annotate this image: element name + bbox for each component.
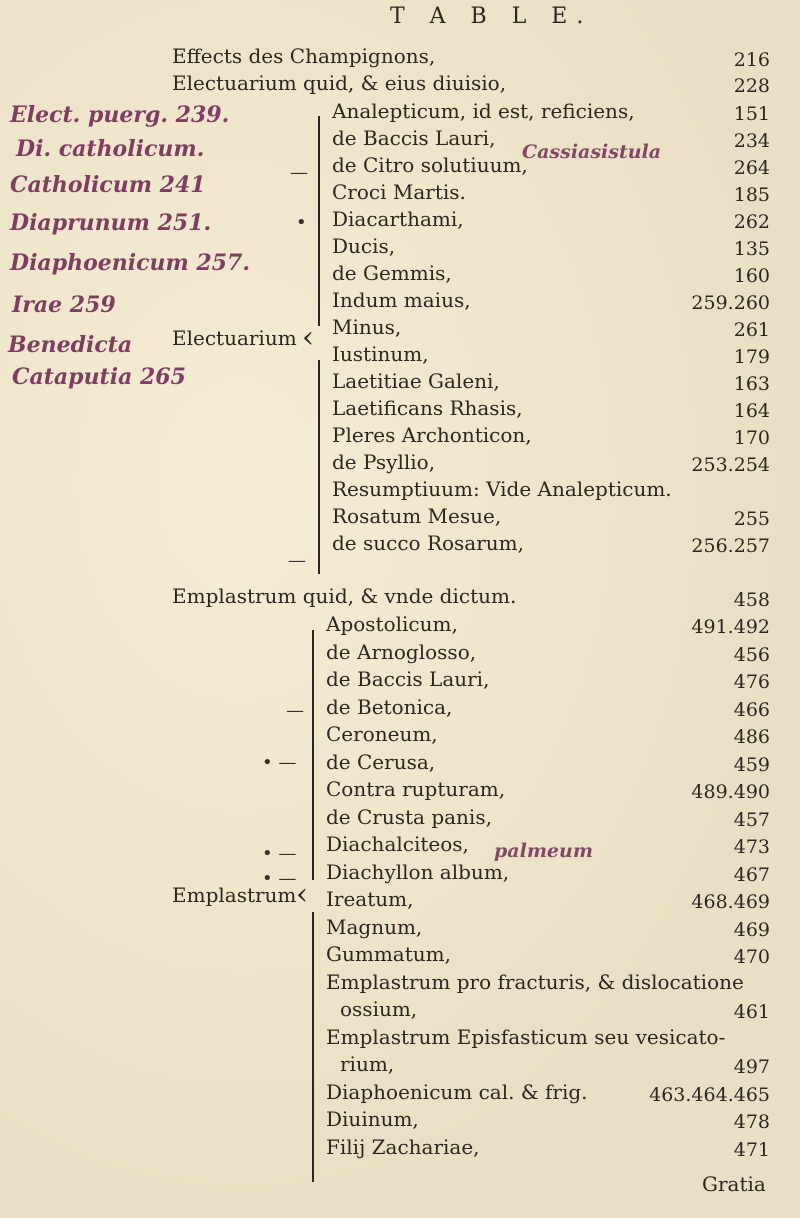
- entry-emplastrum-quid: Emplastrum quid, & vnde dictum.: [172, 584, 517, 608]
- page-number: 486: [733, 726, 770, 748]
- brace-point: ‹: [296, 877, 308, 912]
- page-number: 170: [733, 427, 770, 449]
- index-entry: de Citro solutiuum,: [332, 153, 528, 177]
- index-entry: de succo Rosarum,: [332, 531, 524, 555]
- index-entry: Resumptiuum: Vide Analepticum.: [332, 477, 672, 501]
- margin-mark: —: [290, 162, 308, 183]
- page-number: 264: [733, 157, 770, 179]
- brace-point: ‹: [302, 320, 314, 355]
- page-number: 470: [733, 946, 770, 968]
- index-entry: Diachalciteos,: [326, 832, 469, 856]
- page-number: 473: [733, 836, 770, 858]
- index-entry: Diuinum,: [326, 1107, 419, 1131]
- page-number: 164: [733, 400, 770, 422]
- page-number: 459: [733, 753, 770, 776]
- page-number: 456: [733, 643, 770, 666]
- brace-line: [312, 630, 314, 880]
- entry-effects-champignons: Effects des Champignons,: [172, 44, 436, 68]
- handwritten-note: Catholicum 241: [10, 172, 206, 198]
- margin-mark: • —: [262, 752, 297, 773]
- index-entry: de Psyllio,: [332, 450, 436, 474]
- handwritten-note: Elect. puerg. 239.: [10, 102, 230, 128]
- margin-mark: —: [286, 700, 304, 721]
- page-number: 461: [733, 1001, 770, 1023]
- page-number: 469: [733, 918, 770, 941]
- page-number: 463.464.465: [649, 1083, 770, 1106]
- handwritten-note: Irae 259: [12, 292, 116, 318]
- margin-mark: • —: [262, 843, 297, 864]
- page-number: 491.492: [691, 616, 770, 638]
- margin-mark: • —: [262, 868, 297, 889]
- page-number: 458: [733, 589, 770, 611]
- index-entry: Croci Martis.: [332, 180, 466, 204]
- page-number: 497: [733, 1056, 770, 1078]
- page-number: 457: [733, 808, 770, 831]
- margin-mark: •: [296, 212, 307, 233]
- page-number: 179: [733, 346, 770, 368]
- handwritten-note-inline: palmeum: [494, 840, 593, 862]
- index-entry: de Baccis Lauri,: [332, 126, 496, 150]
- index-entry: Laetitiae Galeni,: [332, 369, 500, 393]
- page-number: 468.469: [691, 891, 770, 913]
- page-number: 261: [733, 319, 770, 341]
- page-number: 466: [733, 698, 770, 721]
- page-number: 476: [733, 671, 770, 693]
- index-entry: Ducis,: [332, 234, 396, 258]
- index-entry: de Arnoglosso,: [326, 639, 477, 664]
- index-entry: Diacarthami,: [332, 207, 464, 231]
- margin-mark: —: [288, 550, 306, 571]
- page-number: 255: [733, 508, 770, 530]
- page-number: 216: [733, 49, 770, 71]
- index-entry: de Cerusa,: [326, 749, 436, 774]
- index-entry: Contra rupturam,: [326, 777, 506, 801]
- index-entry: Iustinum,: [332, 342, 429, 366]
- index-entry: Filij Zachariae,: [326, 1134, 480, 1159]
- index-entry: Magnum,: [326, 914, 423, 939]
- page-number: 467: [733, 863, 770, 886]
- catchword: Gratia: [702, 1172, 766, 1196]
- index-entry: Gummatum,: [326, 942, 451, 966]
- page-number: 160: [733, 265, 770, 287]
- handwritten-note: Diaprunum 251.: [10, 210, 212, 236]
- index-entry: Rosatum Mesue,: [332, 504, 502, 528]
- index-entry: de Crusta panis,: [326, 804, 492, 829]
- page-number: 471: [733, 1138, 770, 1161]
- page-number: 135: [733, 238, 770, 260]
- index-entry: Diachyllon album,: [326, 859, 510, 884]
- index-entry: Diaphoenicum cal. & frig.: [326, 1079, 588, 1104]
- page-number: 151: [733, 103, 770, 125]
- page-header: T A B L E.: [390, 4, 593, 29]
- handwritten-note: Di. catholicum.: [16, 136, 205, 162]
- emplastrum-label: Emplastrum: [172, 883, 297, 907]
- handwritten-note: Cataputia 265: [12, 364, 186, 390]
- index-entry: Pleres Archonticon,: [332, 423, 532, 447]
- page-number: 228: [733, 75, 770, 97]
- index-entry: Indum maius,: [332, 288, 471, 312]
- index-entry: Emplastrum Episfasticum seu vesicato-: [326, 1024, 726, 1049]
- page-number: 163: [733, 373, 770, 395]
- index-entry: de Betonica,: [326, 694, 453, 719]
- index-entry: de Gemmis,: [332, 261, 452, 285]
- brace-line: [312, 912, 314, 1182]
- electuarium-label: Electuarium: [172, 326, 297, 350]
- brace-line: [318, 360, 320, 574]
- index-entry: Laetificans Rhasis,: [332, 396, 523, 420]
- handwritten-note: Diaphoenicum 257.: [10, 250, 251, 276]
- page-number: 256.257: [691, 535, 770, 557]
- index-entry: rium,: [340, 1052, 395, 1076]
- page-number: 259.260: [691, 292, 770, 314]
- entry-electuarium-quid: Electuarium quid, & eius diuisio,: [172, 71, 507, 95]
- handwritten-note: Benedicta: [8, 332, 133, 358]
- handwritten-note-inline: Cassiasistula: [522, 141, 662, 163]
- page-number: 262: [733, 211, 770, 233]
- index-entry: Ceroneum,: [326, 722, 438, 746]
- index-entry: ossium,: [340, 997, 418, 1021]
- brace-line: [318, 116, 320, 326]
- page-number: 185: [733, 184, 770, 206]
- page-number: 234: [733, 130, 770, 152]
- index-entry: Emplastrum pro fracturis, & dislocatione: [326, 969, 744, 994]
- index-entry: Minus,: [332, 315, 402, 339]
- index-entry: Analepticum, id est, reficiens,: [332, 99, 635, 123]
- page-number: 253.254: [691, 454, 770, 476]
- index-entry: Ireatum,: [326, 887, 414, 911]
- index-entry: de Baccis Lauri,: [326, 667, 490, 691]
- page-number: 478: [733, 1111, 770, 1133]
- index-entry: Apostolicum,: [326, 612, 458, 636]
- page-number: 489.490: [691, 781, 770, 803]
